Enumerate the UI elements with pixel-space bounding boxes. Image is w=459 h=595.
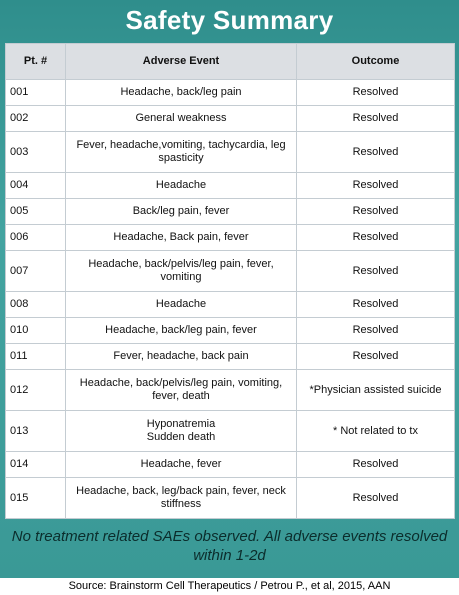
event-cell: Hyponatremia Sudden death [66,411,297,452]
event-cell: Headache, Back pain, fever [66,225,297,251]
pt-cell: 007 [6,251,66,292]
event-cell: Headache [66,292,297,318]
table-row [6,199,455,225]
header-outcome: Outcome [297,44,455,80]
event-cell: Fever, headache, back pain [66,344,297,370]
pt-cell: 001 [6,80,66,106]
event-cell: Back/leg pain, fever [66,199,297,225]
event-cell: Headache, back/leg pain, fever [66,318,297,344]
table-header [6,44,455,80]
outcome-cell: Resolved [297,344,455,370]
outcome-cell: Resolved [297,173,455,199]
pt-cell: 005 [6,199,66,225]
event-cell: Headache, back/leg pain [66,80,297,106]
table-row [6,411,455,452]
pt-cell: 011 [6,344,66,370]
table-row [6,173,455,199]
outcome-cell: Resolved [297,452,455,478]
pt-cell: 006 [6,225,66,251]
table-row [6,225,455,251]
event-cell: Headache, fever [66,452,297,478]
summary-note: No treatment related SAEs observed. All adverse events resolved within 1-2d [11,528,448,564]
table-row [6,251,455,292]
table-row [6,370,455,411]
outcome-cell: Resolved [297,80,455,106]
header-row [6,44,455,80]
outcome-cell: Resolved [297,292,455,318]
outcome-cell: * Not related to tx [297,411,455,452]
table-row [6,106,455,132]
page-title: Safety Summary [125,5,334,35]
pt-cell: 008 [6,292,66,318]
outcome-cell: Resolved [297,478,455,519]
pt-cell: 014 [6,452,66,478]
table-body [6,80,455,519]
table-row [6,80,455,106]
outcome-cell: Resolved [297,251,455,292]
event-cell: General weakness [66,106,297,132]
table-row [6,292,455,318]
table-row [6,344,455,370]
outcome-cell: Resolved [297,132,455,173]
pt-cell: 010 [6,318,66,344]
pt-cell: 015 [6,478,66,519]
table-row [6,318,455,344]
event-cell: Headache, back, leg/back pain, fever, neck stiffness [66,478,297,519]
table-row [6,452,455,478]
outcome-cell: Resolved [297,225,455,251]
event-cell: Headache, back/pelvis/leg pain, fever, vomiting [66,251,297,292]
outcome-cell: Resolved [297,318,455,344]
safety-table [5,43,455,519]
source-caption: Source: Brainstorm Cell Therapeutics / Petrou P., et al, 2015, AAN [0,578,459,595]
outcome-cell: *Physician assisted suicide [297,370,455,411]
event-cell: Headache [66,173,297,199]
pt-cell: 013 [6,411,66,452]
header-event: Adverse Event [66,44,297,80]
table-row [6,132,455,173]
outcome-cell: Resolved [297,106,455,132]
pt-cell: 004 [6,173,66,199]
pt-cell: 012 [6,370,66,411]
outcome-cell: Resolved [297,199,455,225]
event-cell: Headache, back/pelvis/leg pain, vomiting, fever, death [66,370,297,411]
table-row [6,478,455,519]
pt-cell: 002 [6,106,66,132]
event-cell: Fever, headache,vomiting, tachycardia, leg spasticity [66,132,297,173]
header-pt: Pt. # [6,44,66,80]
pt-cell: 003 [6,132,66,173]
